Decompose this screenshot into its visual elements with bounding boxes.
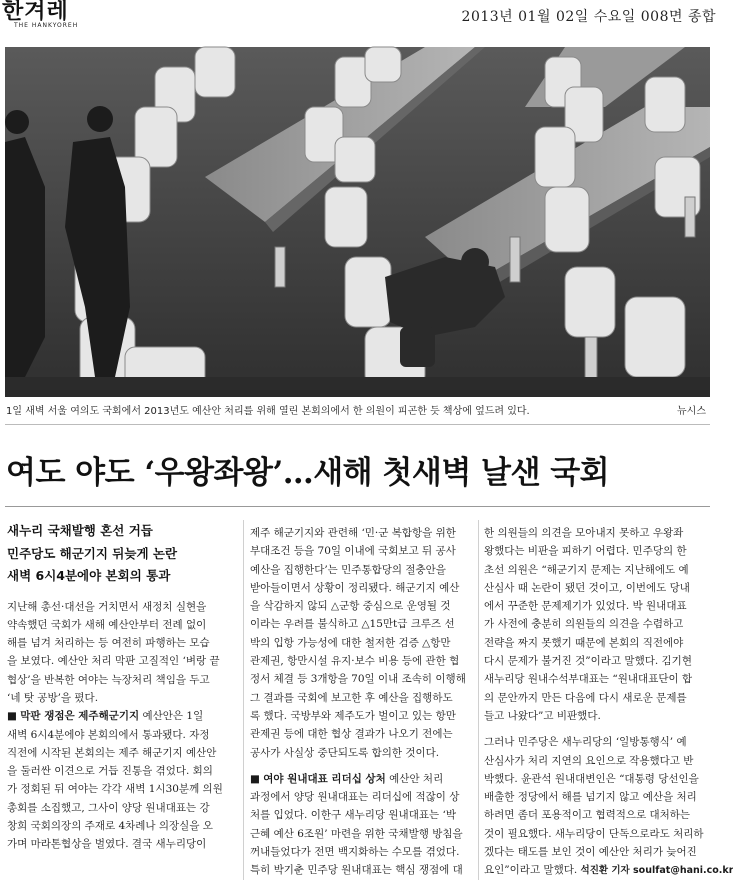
body-line: 가 사전에 충분히 의원들의 의견을 수렴하고 [484, 618, 684, 631]
subhead: 민주당도 해군기지 뒤늦게 논란 [7, 545, 178, 561]
square-bullet-icon: ■ [250, 772, 260, 785]
body-line: 과정에서 양당 원내대표는 리더십에 적잖이 상 [250, 791, 460, 804]
column-divider [478, 520, 479, 880]
newspaper-logo: 한겨레 [2, 0, 69, 24]
body-line: 다시 문제가 불거진 것”이라고 말했다. 김기현 [484, 655, 692, 668]
body-line: 요인”이라고 말했다. [484, 864, 578, 877]
newspaper-logo-subtitle: THE HANKYOREH [14, 22, 79, 29]
body-line: 꺼내들었다가 전면 백지화하는 수모를 겪었다. [250, 846, 460, 859]
section-kicker-line [7, 707, 237, 725]
body-line: 그러나 민주당은 새누리당의 ‘일방통행식’ 예 [484, 736, 687, 749]
photo-caption-text: 1일 새벽 서울 여의도 국회에서 2013년도 예산안 처리를 위해 열린 본회의에서 한 의원이 피곤한 듯 책상에 엎드려 있다. [6, 406, 530, 417]
byline-line [484, 861, 733, 880]
body-line: 새벽 6시4분에야 본회의에서 통과됐다. 자정 [7, 728, 210, 741]
photo-caption [6, 402, 706, 417]
column-divider [243, 520, 244, 880]
news-photo [5, 47, 710, 397]
subhead: 새누리 국채발행 혼선 거듭 [7, 523, 153, 538]
body-line: 약속했던 국회가 새해 예산안부터 전례 없이 [7, 618, 207, 631]
body-line: 것이 필요했다. 새누리당이 단독으로라도 처리하 [484, 827, 704, 840]
body-line: 초선 의원은 “해군기지 문제는 지난해에도 예 [484, 563, 689, 576]
body-line: 들고 나왔다”고 비판했다. [484, 709, 601, 722]
body-line: 박했다. 윤관석 원내대변인은 “대통령 당선인을 [484, 772, 699, 785]
divider [5, 424, 710, 425]
body-line: 새누리당 원내수석부대표는 “원내대표단이 합 [484, 673, 693, 686]
body-line: 제주 해군기지와 관련해 ‘민·군 복합항을 위한 [250, 527, 456, 539]
article-column-1 [7, 520, 237, 854]
body-line: 산심사가 처리 지연의 요인으로 작용했다고 반 [484, 754, 694, 767]
masthead [0, 0, 720, 34]
square-bullet-icon: ■ [7, 710, 17, 723]
body-line: 관제권 등에 대한 협상 결과가 나오기 전에는 [250, 728, 453, 741]
body-line: 해를 넘겨 처리하는 등 여전히 파행하는 모습 [7, 637, 210, 650]
body-line: 관제권, 항만시설 유지·보수 비용 등에 관한 협 [250, 655, 460, 668]
body-line: ‘네 탓 공방’을 폈다. [7, 691, 99, 704]
body-line: 한 의원들의 의견을 모아내지 못하고 우왕좌 [484, 527, 684, 539]
body-line: 총회를 소집했고, 그사이 양당 원내대표는 강 [7, 801, 210, 814]
body-line: 공사가 사실상 중단되도록 합의한 것이다. [250, 746, 440, 759]
body-text: 예산안 처리 [389, 772, 444, 785]
headline: 여도 야도 ‘우왕좌왕’…새해 첫새벽 날샌 국회 [6, 455, 610, 491]
body-line: 특히 박기춘 민주당 원내대표는 핵심 쟁점에 대 [250, 864, 463, 877]
section-kicker: 여야 원내대표 리더십 상처 [263, 772, 386, 785]
body-line: 직전에 시작된 본회의는 제주 해군기지 예산안 [7, 746, 217, 759]
body-line: 산심사 때 논란이 됐던 것이고, 이번에도 당내 [484, 581, 690, 594]
body-line: 을 보였다. 예산안 처리 막판 고질적인 ‘벼랑 끝 [7, 655, 220, 668]
photo-credit: 뉴시스 [677, 406, 706, 417]
body-line: 배출한 정당에서 해를 넘기지 않고 예산을 처리 [484, 791, 697, 804]
body-line: 협상’을 반복한 여야는 늑장처리 책임을 두고 [7, 673, 210, 686]
article-column-2 [250, 524, 475, 880]
body-line: 근혜 예산 6조원’ 마련을 위한 국채발행 방침을 [250, 827, 463, 840]
body-line: 예산을 집행한다’는 민주통합당의 절충안을 [250, 563, 446, 576]
article-column-3 [484, 524, 733, 881]
body-line: 박의 입항 가능성에 대한 철저한 검증 △항만 [250, 636, 451, 649]
section-kicker-line [250, 770, 475, 788]
dateline: 2013년 01월 02일 수요일 008면 종합 [461, 9, 716, 25]
body-line: 처를 입었다. 이한구 새누리당 원내대표는 ‘박 [250, 809, 456, 822]
body-line: 가며 마라톤협상을 벌였다. 결국 새누리당이 [7, 838, 207, 851]
body-line: 창희 국회의장의 주재로 4차례나 의장실을 오 [7, 820, 213, 833]
body-line: 을 둘러싼 이견으로 거듭 진통을 겪었다. 회의 [7, 765, 213, 778]
body-line: 가 정회된 뒤 여야는 각각 새벽 1시30분께 의원 [7, 783, 223, 796]
body-line: 그 결과를 국회에 보고한 후 예산을 집행하도 [250, 691, 453, 704]
body-line: 하려면 좀더 포용적이고 협력적으로 대처하는 [484, 809, 691, 822]
body-line: 을 삭감하지 않되 △군항 중심으로 운영될 것 [250, 600, 451, 613]
byline: 석진환 기자 soulfat@hani.co.kr [580, 865, 733, 877]
body-text: 예산안은 1일 [142, 710, 204, 723]
body-line: 받아들이면서 상황이 정리됐다. 해군기지 예산 [250, 581, 460, 594]
divider [5, 506, 710, 507]
section-kicker: 막판 쟁점은 제주해군기지 [20, 710, 140, 723]
body-line: 록 했다. 국방부와 제주도가 벌이고 있는 항만 [250, 709, 456, 722]
subheads [7, 520, 237, 588]
body-line: 이라는 우려를 불식하고 △15만t급 크루즈 선 [250, 618, 455, 631]
body-line: 정서 체결 등 3개항을 70일 이내 조속히 이행해 [250, 673, 466, 686]
body-line: 전략을 짜지 못했기 때문에 본회의 직전에야 [484, 636, 684, 649]
body-line: 겠다는 태도를 보인 것이 예산안 처리가 늦어진 [484, 846, 697, 859]
body-line: 부대조건 등을 70일 이내에 국회보고 뒤 공사 [250, 545, 456, 558]
body-line: 의 문안까지 만든 다음에 다시 새로운 문제를 [484, 691, 687, 704]
body-line: 왕했다는 비판을 피하기 어렵다. 민주당의 한 [484, 545, 687, 558]
subhead: 새벽 6시4분에야 본회의 통과 [7, 568, 171, 583]
body-line: 지난해 총선·대선을 거치면서 새정치 실현을 [7, 600, 207, 613]
body-line: 에서 꾸준한 문제제기가 있었다. 박 원내대표 [484, 600, 687, 613]
